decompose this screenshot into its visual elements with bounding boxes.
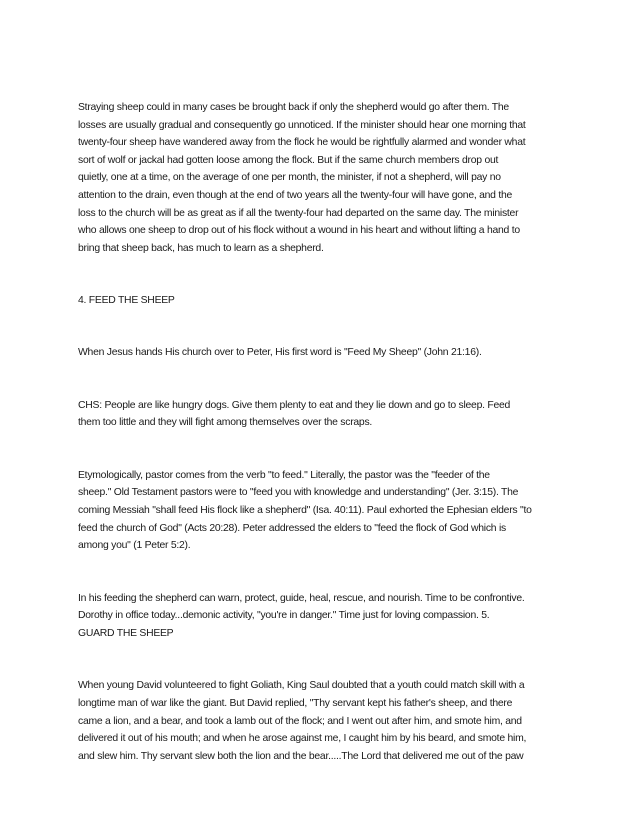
text-line: coming Messiah "shall feed His flock like a shepherd" (Isa. 40:11). Paul exhorted the Ephesian elders "to: [78, 504, 532, 516]
paragraph-etymology: [78, 467, 566, 555]
text-line: who allows one sheep to drop out of his flock without a wound in his heart and without lifting a hand to: [78, 225, 520, 237]
text-line: sort of wolf or jackal had gotten loose among the flock. But if the same church members drop out: [78, 154, 499, 166]
text-line: attention to the drain, even though at the end of two years all the twenty-four will have gone, and the: [78, 189, 513, 201]
text-line: feed the church of God" (Acts 20:28). Peter addressed the elders to "feed the flock of God which is: [78, 522, 506, 534]
text-line: When Jesus hands His church over to Peter, His first word is "Feed My Sheep" (John 21:16).: [78, 346, 482, 358]
text-line: bring that sheep back, has much to learn as a shepherd.: [78, 242, 324, 254]
text-line: came a lion, and a bear, and took a lamb out of the flock; and I went out after him, and smote him, and: [78, 715, 522, 727]
paragraph-shepherd-feeding: [78, 590, 566, 643]
text-line: losses are usually gradual and consequently go unnoticed. If the minister should hear one morning that: [78, 119, 526, 131]
paragraph-straying-sheep: [78, 99, 566, 257]
text-line: loss to the church will be as great as if all the twenty-four had departed on the same day. The minister: [78, 207, 519, 219]
text-line: longtime man of war like the giant. But David replied, "Thy servant kept his father's sheep, and there: [78, 698, 513, 710]
paragraph-david-goliath: [78, 677, 566, 765]
section-heading-feed-the-sheep: [78, 292, 566, 310]
text-line: quietly, one at a time, on the average of one per month, the minister, if not a shepherd, will pay no: [78, 172, 501, 184]
text-line: CHS: People are like hungry dogs. Give them plenty to eat and they lie down and go to sleep. Feed: [78, 399, 511, 411]
text-line: When young David volunteered to fight Goliath, King Saul doubted that a youth could match skill with a: [78, 680, 525, 692]
text-line: GUARD THE SHEEP: [78, 627, 174, 639]
text-line: among you" (1 Peter 5:2).: [78, 540, 191, 552]
text-line: Straying sheep could in many cases be brought back if only the shepherd would go after them. The: [78, 102, 509, 113]
text-line: Etymologically, pastor comes from the verb "to feed." Literally, the pastor was the "feeder of the: [78, 469, 490, 481]
text-line: Dorothy in office today...demonic activity, "you're in danger." Time just for loving compassion. 5.: [78, 610, 490, 622]
paragraph-chs-quote: [78, 397, 566, 432]
text-line: sheep." Old Testament pastors were to "feed you with knowledge and understanding" (Jer. 3:15). The: [78, 487, 519, 499]
document-body: [78, 99, 566, 765]
heading-text: 4. FEED THE SHEEP: [78, 295, 175, 307]
text-line: In his feeding the shepherd can warn, protect, guide, heal, rescue, and nourish. Time to be confrontive.: [78, 592, 525, 604]
text-line: twenty-four sheep have wandered away from the flock he would be rightfully alarmed and wonder what: [78, 137, 526, 149]
text-line: and slew him. Thy servant slew both the lion and the bear.....The Lord that delivered me out of the paw: [78, 750, 524, 762]
paragraph-jesus-peter: [78, 344, 566, 362]
text-line: them too little and they will fight among themselves over the scraps.: [78, 417, 373, 429]
text-line: delivered it out of his mouth; and when he arose against me, I caught him by his beard, and smote him,: [78, 733, 527, 745]
